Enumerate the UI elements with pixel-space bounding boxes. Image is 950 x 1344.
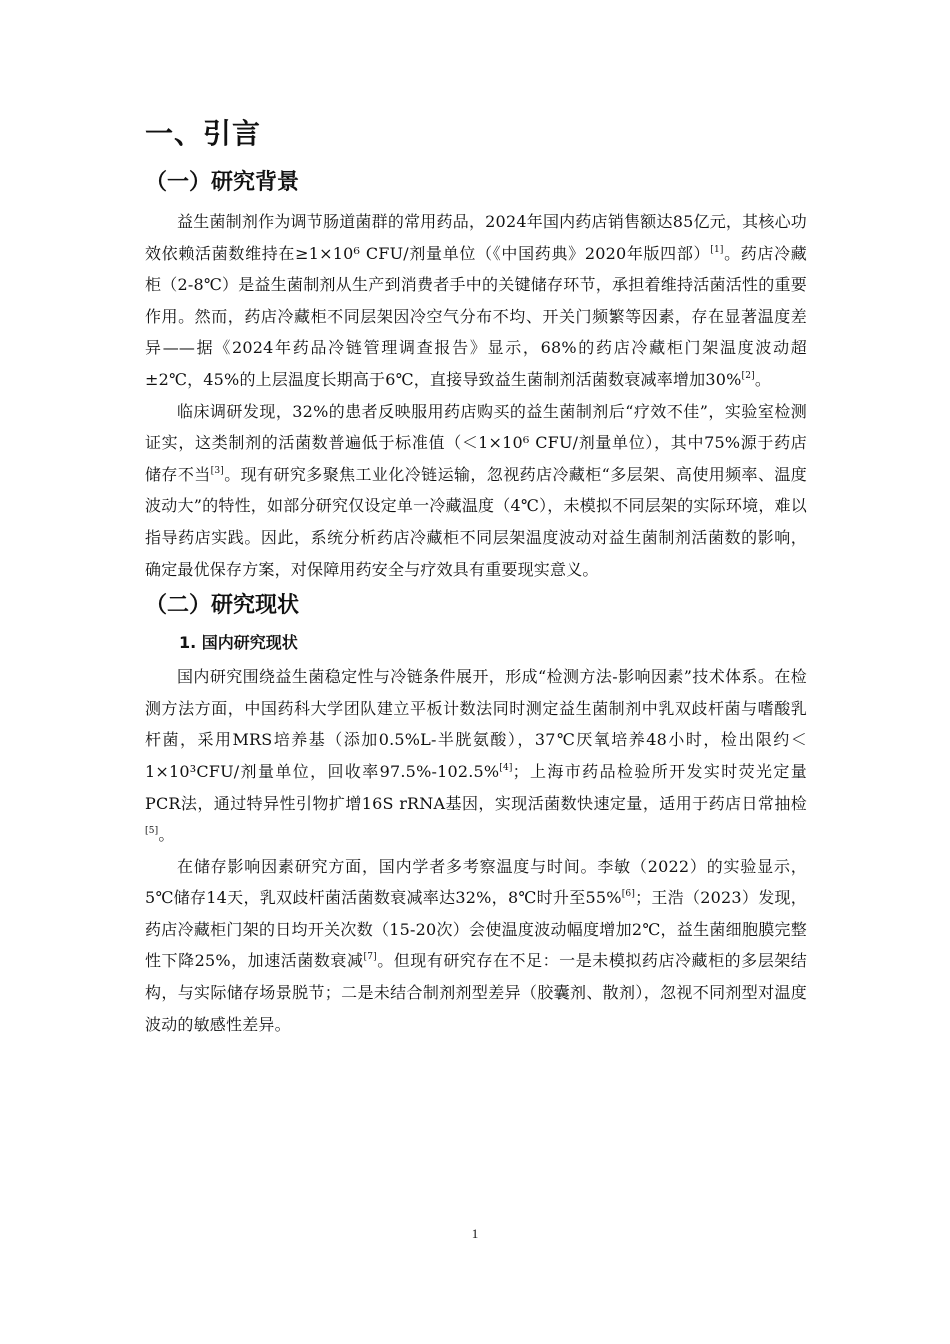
citation: [2]	[741, 370, 755, 381]
citation: [6]	[621, 889, 636, 900]
paragraph	[145, 206, 807, 396]
paragraph	[145, 661, 807, 851]
paragraph-text: ；上海市药品检验所开发实时荧光定量PCR法，通过特异性引物扩增16S rRNA基因，实现活菌数快速定量，适用于药店日常抽检	[145, 761, 807, 813]
sub-subsection-heading: 1. 国内研究现状	[179, 633, 298, 653]
paragraph-text: 在储存影响因素研究方面，国内学者多考察温度与时间。李敏（2022）的实验显示，5℃储存14天，乳双歧杆菌活菌数衰减率达32%，8℃时升至55%	[145, 856, 807, 908]
paragraph-text: 临床调研发现，32%的患者反映服用药店购买的益生菌制剂后“疗效不佳”，实验室检测证实，这类制剂的活菌数普遍低于标准值（＜1×10⁶ CFU/剂量单位），其中75%源于药店储存不当	[145, 401, 807, 484]
paragraph-text: 。但现有研究存在不足：一是未模拟药店冷藏柜的多层架结构，与实际储存场景脱节；二是未结合制剂剂型差异（胶囊剂、散剂），忽视不同剂型对温度波动的敏感性差异。	[145, 951, 807, 1034]
subsection-heading-status: （二）研究现状	[145, 593, 300, 619]
paragraph-text: ；王浩（2023）发现，药店冷藏柜门架的日均开关次数（15-20次）会使温度波动幅度增加2℃，益生菌细胞膜完整性下降25%，加速活菌数衰减	[145, 888, 807, 971]
subsection-heading-background: （一）研究背景	[145, 170, 300, 195]
paragraph-text: 国内研究围绕益生菌稳定性与冷链条件展开，形成“检测方法-影响因素”技术体系。在检测方法方面，中国药科大学团队建立平板计数法同时测定益生菌制剂中乳双歧杆菌与嗜酸乳杆菌，采用MRS培养基（添加0.5%L-半胱氨酸），37℃厌氧培养48小时，检出限约＜1×10³CFU/剂量单位，回收率97.5%-102.5%	[145, 667, 807, 781]
document-body	[145, 112, 807, 1040]
citation: [3]	[210, 465, 225, 476]
citation: [7]	[363, 952, 377, 963]
paragraph-text: 。	[754, 369, 772, 389]
section-heading: 一、引言	[145, 117, 262, 150]
citation: [4]	[499, 762, 513, 773]
citation: [1]	[710, 244, 724, 255]
paragraph-text: 。药店冷藏柜（2-8℃）是益生菌制剂从生产到消费者手中的关键储存环节，承担着维持活菌活性的重要作用。然而，药店冷藏柜不同层架因冷空气分布不均、开关门频繁等因素，存在显著温度差异——据《2024年药品冷链管理调查报告》显示，68%的药店冷藏柜门架温度波动超±2℃，45%的上层温度长期高于6℃，直接导致益生菌制剂活菌数衰减率增加30%	[145, 243, 807, 389]
paragraph	[145, 396, 807, 586]
paragraph-text: 益生菌制剂作为调节肠道菌群的常用药品，2024年国内药店销售额达85亿元，其核心功效依赖活菌数维持在≥1×10⁶ CFU/剂量单位（《中国药典》2020年版四部）	[145, 212, 807, 263]
citation: [5]	[145, 826, 159, 837]
paragraph-text: 。现有研究多聚焦工业化冷链运输，忽视药店冷藏柜“多层架、高使用频率、温度波动大”的特性，如部分研究仅设定单一冷藏温度（4℃），未模拟不同层架的实际环境，难以指导药店实践。因此，系统分析药店冷藏柜不同层架温度波动对益生菌制剂活菌数的影响，确定最优保存方案，对保障用药安全与疗效具有重要现实意义。	[145, 464, 807, 579]
paragraph-text: 。	[158, 825, 175, 845]
page-number: 1	[471, 1226, 479, 1241]
paragraph	[145, 851, 807, 1041]
